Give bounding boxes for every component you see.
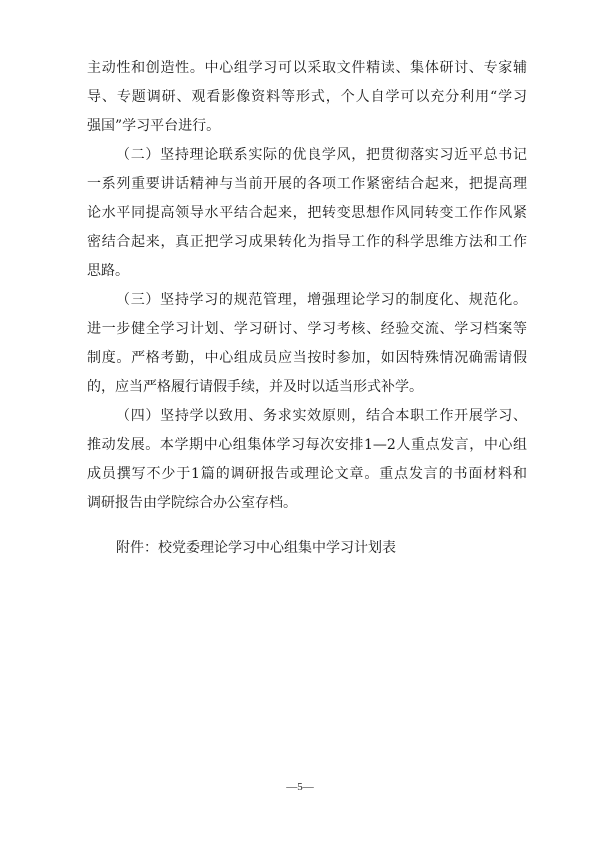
text-line: 主动性和创造性。中心组学习可以采取文件精读、集体研讨、专家辅 [87, 60, 527, 76]
paragraph-standard-management [87, 286, 527, 402]
text-line: （二）坚持理论联系实际的优良学风，把贯彻落实习近平总书记 [116, 147, 527, 163]
text-line: 论水平同提高领导水平结合起来，把转变思想作风同转变工作作风紧 [87, 205, 527, 221]
text-line: （三）坚持学习的规范管理，增强理论学习的制度化、规范化。 [116, 292, 527, 308]
body-text [87, 54, 527, 518]
text-line: 的，应当严格履行请假手续，并及时以适当形式补学。 [87, 379, 423, 395]
text-line: 成员撰写不少于1篇的调研报告或理论文章。重点发言的书面材料和 [87, 466, 527, 482]
paragraph-continuation [87, 54, 527, 141]
text-line: 一系列重要讲话精神与当前开展的各项工作紧密结合起来，把提高理 [87, 176, 527, 192]
text-line: 思路。 [87, 263, 129, 279]
attachment-note: 附件：校党委理论学习中心组集中学习计划表 [116, 540, 396, 556]
text-line: 调研报告由学院综合办公室存档。 [87, 495, 297, 511]
text-line: 强国”学习平台进行。 [87, 118, 221, 134]
text-line: 制度。严格考勤，中心组成员应当按时参加，如因特殊情况确需请假 [87, 350, 527, 366]
page-number: —5— [286, 781, 314, 793]
text-line: 导、专题调研、观看影像资料等形式，个人自学可以充分利用“学习 [87, 89, 527, 105]
text-line: 推动发展。本学期中心组集体学习每次安排1—2人重点发言，中心组 [87, 437, 527, 453]
text-line: 密结合起来，真正把学习成果转化为指导工作的科学思维方法和工作 [87, 234, 527, 250]
paragraph-study-style [87, 141, 527, 286]
text-line: 进一步健全学习计划、学习研讨、学习考核、经验交流、学习档案等 [87, 321, 527, 337]
text-line: （四）坚持学以致用、务求实效原则，结合本职工作开展学习、 [116, 408, 527, 424]
paragraph-practical-results [87, 402, 527, 518]
